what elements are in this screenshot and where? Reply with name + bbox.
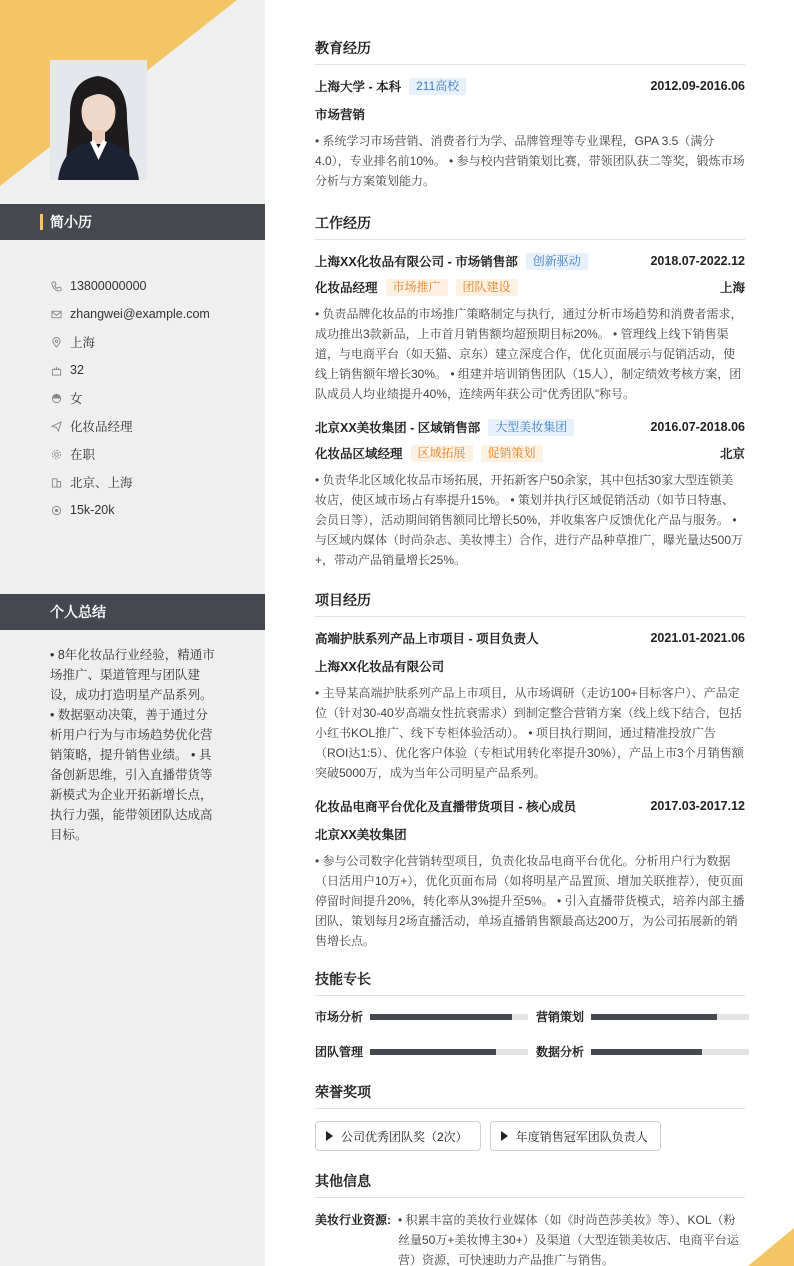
skill-item — [315, 1043, 536, 1060]
work-role: 化妆品经理 — [315, 281, 378, 295]
status-value: 在职 — [70, 448, 96, 462]
phone-value: 13800000000 — [70, 279, 147, 293]
award-item — [490, 1121, 661, 1151]
summary-title-bar — [0, 594, 265, 630]
projects-title: 项目经历 — [315, 590, 745, 617]
education-major: 市场营销 — [315, 108, 366, 122]
skill-name: 数据分析 — [536, 1045, 585, 1059]
project-header — [315, 629, 745, 647]
info-email — [50, 300, 210, 328]
info-position — [50, 412, 210, 440]
education-period: 2012.09-2016.06 — [650, 79, 745, 93]
other-section — [315, 1171, 745, 1266]
skill-bar — [370, 1014, 528, 1020]
work-desc: • 负责华北区域化妆品市场拓展，开拓新客户50余家，其中包括30家大型连锁美妆店，使区域市场占有率提升15%。 • 策划并执行区域促销活动（如节日特惠、会员日等），活动期间销售额同比增长50%，并收集客户反馈优化产品与服务。 • 与区域内媒体（时尚杂志、美妆博主）合作，进行产品种草推广，曝光量达500万+，带动产品销量增长25%。 — [315, 473, 744, 567]
project-header — [315, 797, 745, 815]
position-value: 化妆品经理 — [70, 420, 133, 434]
education-title: 教育经历 — [315, 38, 745, 65]
other-title: 其他信息 — [315, 1171, 745, 1198]
skill-bar-fill — [591, 1014, 717, 1020]
work-title: 工作经历 — [315, 213, 745, 240]
play-triangle-icon — [326, 1131, 333, 1141]
education-tag: 211高校 — [409, 78, 466, 95]
project-desc: • 主导某高端护肤系列产品上市项目，从市场调研（走访100+目标客户）、产品定位（针对30-40岁高端女性抗衰需求）到制定整合营销方案（线上线下结合，包括小红书KOL推广、线下专柜体验活动）。 • 项目执行期间，通过精准投放广告（ROI达1:5）、优化客户体验（专柜试用转化率提升30%），产品上市3个月销售额突破5000万，成为当年公司明星产品系列。 — [315, 686, 744, 780]
city-value: 北京、上海 — [70, 476, 133, 490]
education-school: 上海大学 - 本科 — [315, 80, 402, 94]
main-content — [315, 38, 745, 1266]
project-org: 上海XX化妆品有限公司 — [315, 660, 445, 674]
avatar — [50, 60, 147, 180]
skill-bar — [591, 1014, 749, 1020]
skill-name: 团队管理 — [315, 1045, 364, 1059]
work-desc: • 负责品牌化妆品的市场推广策略制定与执行，通过分析市场趋势和消费者需求，成功推出3款新品，上市首月销售额均超预期目标20%。 • 管理线上线下销售渠道，与电商平台（如天猫、京东）建立深度合作，优化页面展示与促销活动，使线上销售额年增长30%。 • 组建并培训销售团队（15人），制定绩效考核方案，团队成员人均业绩提升40%，连续两年获公司“优秀团队”称号。 — [315, 307, 743, 401]
resume-title-bar — [0, 204, 265, 240]
other-key: 美妆行业资源: — [315, 1213, 391, 1227]
skill-name: 营销策划 — [536, 1010, 585, 1024]
salary-value: 15k-20k — [70, 503, 115, 517]
education-section — [315, 38, 745, 191]
status-icon — [50, 448, 62, 460]
project-period: 2021.01-2021.06 — [650, 631, 745, 645]
work-role-row — [315, 278, 745, 296]
phone-icon — [50, 280, 62, 292]
skill-bar-fill — [370, 1049, 496, 1055]
work-role-tag: 区域拓展 — [411, 445, 473, 462]
skills-grid — [315, 1008, 745, 1060]
project-org: 北京XX美妆集团 — [315, 828, 407, 842]
work-role: 化妆品区域经理 — [315, 447, 403, 461]
work-item — [315, 418, 745, 570]
info-age — [50, 356, 210, 384]
work-company: 北京XX美妆集团 - 区域销售部 — [315, 421, 481, 435]
awards-section — [315, 1082, 745, 1151]
work-location: 上海 — [719, 281, 745, 295]
project-name: 化妆品电商平台优化及直播带货项目 - 核心成员 — [315, 800, 577, 814]
city-icon — [50, 476, 62, 488]
award-label: 年度销售冠军团队负责人 — [515, 1129, 648, 1144]
projects-section — [315, 590, 745, 951]
info-location — [50, 328, 210, 356]
education-header — [315, 77, 745, 95]
info-status — [50, 440, 210, 468]
play-triangle-icon — [501, 1131, 508, 1141]
awards-title: 荣誉奖项 — [315, 1082, 745, 1109]
work-header — [315, 418, 745, 436]
location-icon — [50, 336, 62, 348]
work-role-tag: 团队建设 — [456, 279, 518, 296]
mail-icon — [50, 308, 62, 320]
location-value: 上海 — [70, 336, 96, 350]
gender-value: 女 — [70, 392, 83, 406]
skill-bar — [591, 1049, 749, 1055]
position-icon — [50, 420, 62, 432]
project-name: 高端护肤系列产品上市项目 - 项目负责人 — [315, 632, 539, 646]
work-role-tag: 促销策划 — [481, 445, 543, 462]
gender-icon — [50, 392, 62, 404]
project-item — [315, 797, 745, 951]
work-period: 2016.07-2018.06 — [650, 420, 745, 434]
info-salary — [50, 496, 210, 524]
info-city — [50, 468, 210, 496]
skill-bar — [370, 1049, 528, 1055]
skills-section — [315, 969, 745, 1060]
project-period: 2017.03-2017.12 — [650, 799, 745, 813]
work-role-tag: 市场推广 — [386, 279, 448, 296]
summary-title: 个人总结 — [50, 604, 106, 620]
info-phone — [50, 272, 210, 300]
work-company: 上海XX化妆品有限公司 - 市场销售部 — [315, 255, 518, 269]
title-accent — [40, 214, 43, 230]
project-item — [315, 629, 745, 783]
contact-info-list — [50, 272, 210, 524]
skill-bar-fill — [591, 1049, 702, 1055]
salary-icon — [50, 504, 62, 516]
work-section — [315, 213, 745, 570]
project-desc: • 参与公司数字化营销转型项目，负责化妆品电商平台优化。分析用户行为数据（日活用户10万+），优化页面布局（如将明星产品置顶、增加关联推荐），使页面停留时间提升20%，转化率从3%提升至5%。 • 引入直播带货模式，培养内部主播团队，策划每月2场直播活动，单场直播销售额最高达200万，为公司拓展新的销售增长点。 — [315, 854, 745, 948]
award-label: 公司优秀团队奖（2次） — [341, 1129, 468, 1144]
summary-text: • 8年化妆品行业经验，精通市场推广、渠道管理与团队建设，成功打造明星产品系列。 • 数据驱动决策，善于通过分析用户行为与市场趋势优化营销策略，提升销售业绩。 • 具备创新思维，引入直播带货等新模式为企业开拓新增长点，执行力强，能带领团队达成高目标。 — [50, 648, 215, 842]
work-location: 北京 — [719, 447, 745, 461]
info-gender — [50, 384, 210, 412]
work-header — [315, 252, 745, 270]
decorative-corner-bottom — [748, 1228, 794, 1266]
skill-bar-fill — [370, 1014, 512, 1020]
skill-item — [315, 1008, 536, 1025]
sidebar — [0, 0, 265, 1266]
work-role-row — [315, 444, 745, 462]
resume-title: 简小历 — [50, 214, 92, 230]
awards-list — [315, 1121, 745, 1151]
work-item — [315, 252, 745, 404]
other-value: • 积累丰富的美妆行业媒体（如《时尚芭莎美妆》等）、KOL（粉丝量50万+美妆博主30+）及渠道（大型连锁美妆店、电商平台运营）资源，可快速助力产品推广与销售。 — [398, 1213, 739, 1266]
award-item — [315, 1121, 481, 1151]
work-company-tag: 创新驱动 — [526, 253, 588, 270]
work-period: 2018.07-2022.12 — [650, 254, 745, 268]
skill-name: 市场分析 — [315, 1010, 364, 1024]
skill-item — [536, 1008, 750, 1025]
email-value: zhangwei@example.com — [70, 307, 210, 321]
skill-item — [536, 1043, 750, 1060]
skills-title: 技能专长 — [315, 969, 745, 996]
work-company-tag: 大型美妆集团 — [488, 419, 574, 436]
age-value: 32 — [70, 363, 84, 377]
age-icon — [50, 364, 62, 376]
other-row — [315, 1210, 745, 1266]
education-desc: • 系统学习市场营销、消费者行为学、品牌管理等专业课程，GPA 3.5（满分4.0），专业排名前10%。 • 参与校内营销策划比赛，带领团队获二等奖，锻炼市场分析与方案策划能力。 — [315, 134, 745, 188]
